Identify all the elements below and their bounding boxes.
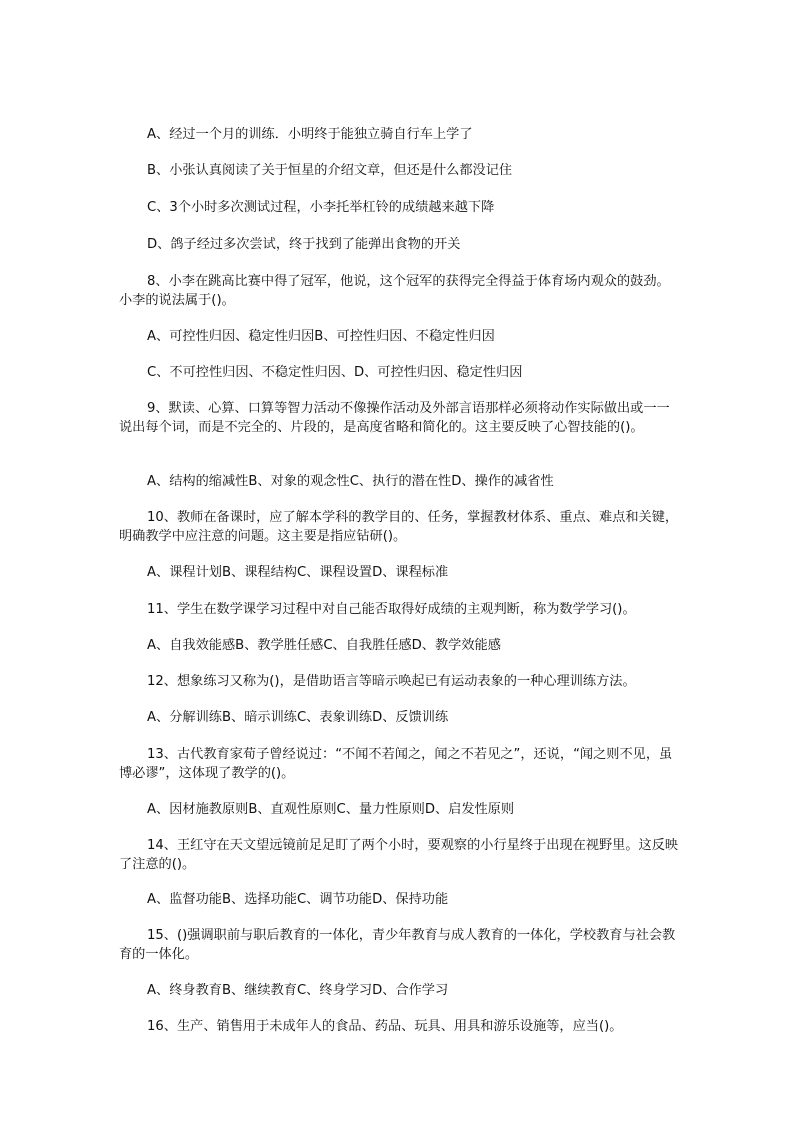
question-paragraph: 16、生产、销售用于未成年人的食品、药品、玩具、用具和游乐设施等，应当()。 [147,1019,623,1035]
option-paragraph: D、鸽子经过多次尝试，终于找到了能弹出食物的开关 [147,237,461,253]
question-paragraph: 12、想象练习又称为()，是借助语言等暗示唤起已有运动表象的一种心理训练方法。 [147,674,636,690]
option-paragraph: A、可控性归因、稳定性归因B、可控性归因、不稳定性归因 [147,329,495,345]
option-paragraph: C、3个小时多次测试过程，小李托举杠铃的成绩越来越下降 [147,200,495,216]
question-paragraph: 10、教师在备课时，应了解本学科的教学目的、任务，掌握教材体系、重点、难点和关键，明确教学中应注意的问题。这主要是指应钻研()。 [119,510,679,545]
question-paragraph: 14、王红守在天文望远镜前足足盯了两个小时，要观察的小行星终于出现在视野里。这反映了注意的()。 [119,838,679,873]
option-paragraph: A、监督功能B、选择功能C、调节功能D、保持功能 [147,892,449,908]
option-paragraph: A、经过一个月的训练．小明终于能独立骑自行车上学了 [147,127,473,143]
option-paragraph: A、分解训练B、暗示训练C、表象训练D、反馈训练 [147,710,449,726]
question-paragraph: 11、学生在数学课学习过程中对自己能否取得好成绩的主观判断，称为数学学习()。 [147,602,636,618]
option-paragraph: A、课程计划B、课程结构C、课程设置D、课程标准 [147,565,449,581]
question-paragraph: 9、默读、心算、口算等智力活动不像操作活动及外部言语那样必须将动作实际做出或一一说出每个词，而是不完全的、片段的，是高度省略和简化的。这主要反映了心智技能的()。 [119,401,670,436]
option-paragraph: A、自我效能感B、教学胜任感C、自我胜任感D、教学效能感 [147,638,501,654]
option-paragraph: A、结构的缩减性B、对象的观念性C、执行的潜在性D、操作的减省性 [147,474,554,490]
option-paragraph: B、小张认真阅读了关于恒星的介绍文章，但还是什么都没记住 [147,163,513,179]
option-paragraph: A、因材施教原则B、直观性原则C、量力性原则D、启发性原则 [147,802,515,818]
option-paragraph: A、终身教育B、继续教育C、终身学习D、合作学习 [147,983,449,999]
option-paragraph: C、不可控性归因、不稳定性归因、D、可控性归因、稳定性归因 [147,365,523,381]
question-paragraph: 8、小李在跳高比赛中得了冠军，他说，这个冠军的获得完全得益于体育场内观众的鼓劲。小李的说法属于()。 [119,274,670,309]
question-paragraph: 13、古代教育家荀子曾经说过：“不闻不若闻之，闻之不若见之”，还说，“闻之则不见，虽博必谬”，这体现了教学的()。 [119,747,673,782]
question-paragraph: 15、()强调职前与职后教育的一体化，青少年教育与成人教育的一体化，学校教育与社会教育的一体化。 [119,928,676,963]
